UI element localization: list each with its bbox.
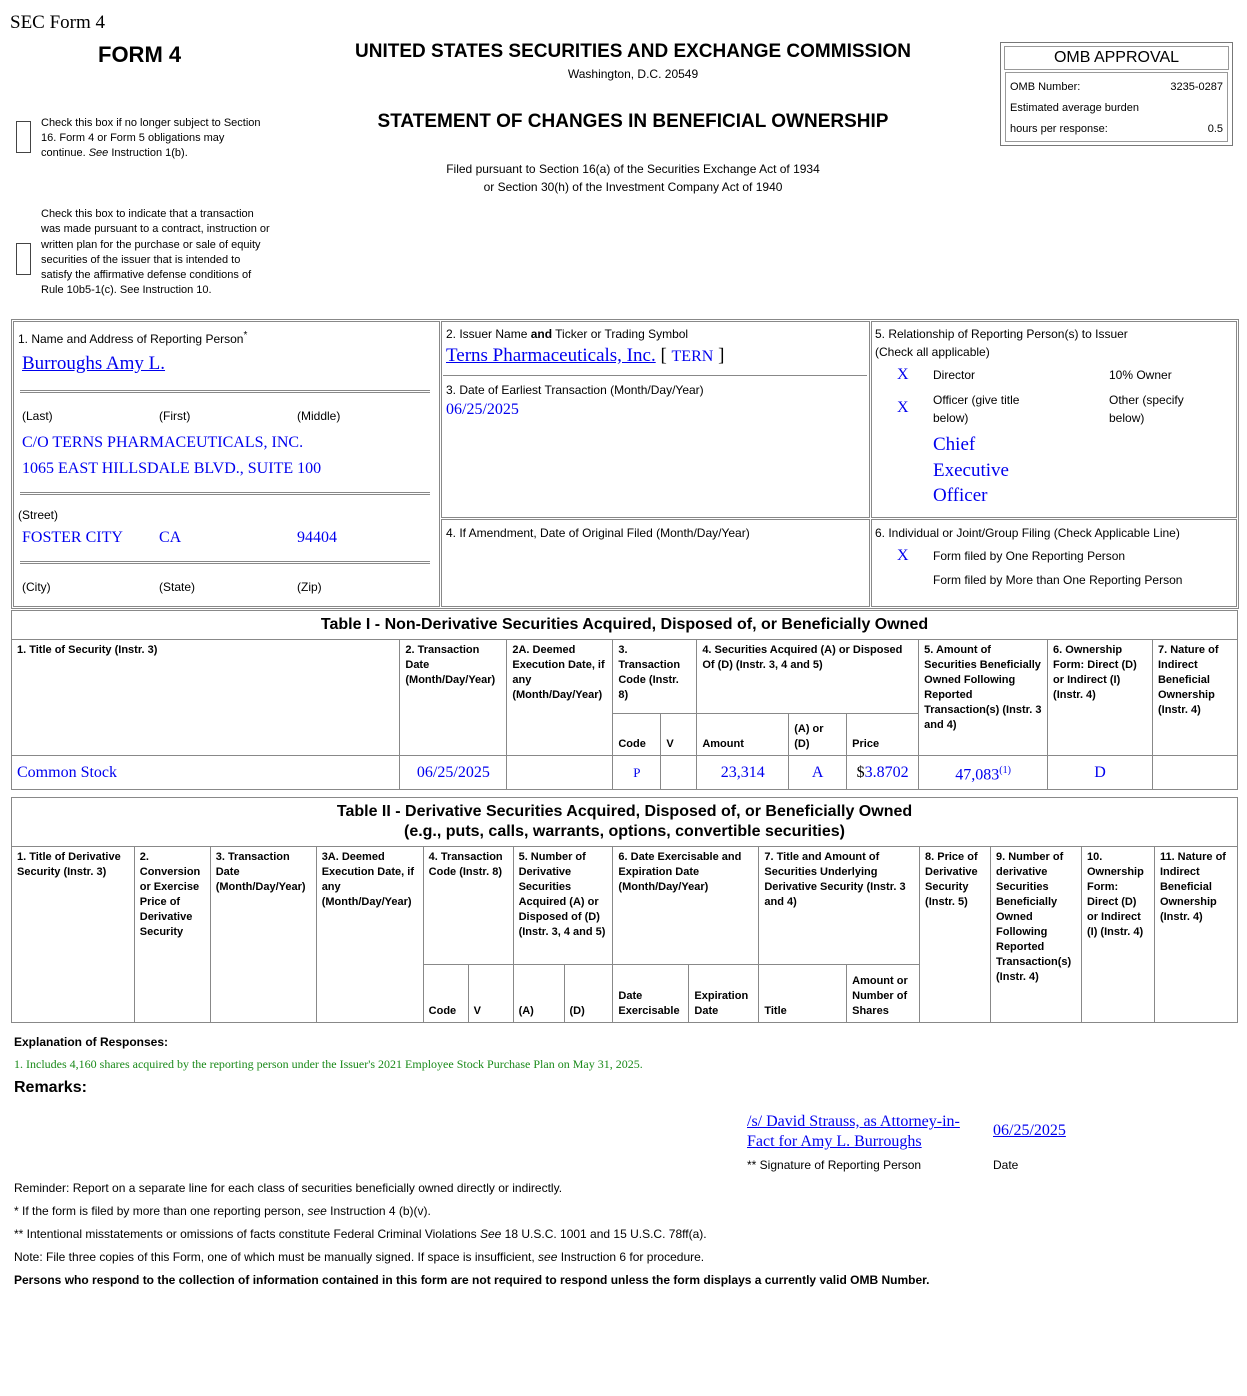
t1-a-or-d: A <box>789 756 847 790</box>
officer-label: Officer (give title below) <box>933 393 1020 425</box>
signature-date-link[interactable]: 06/25/2025 <box>993 1122 1066 1139</box>
t1-header-title: 1. Title of Security (Instr. 3) <box>12 640 400 756</box>
t2-header-date: 3. Transaction Date (Month/Day/Year) <box>210 847 316 1023</box>
t2-header-owned: 9. Number of derivative Securities Beneficially Owned Following Reported Transaction(s) (Instr. 4) <box>991 847 1082 1023</box>
officer-mark[interactable]: X <box>897 399 909 416</box>
t2-sub-v: V <box>468 965 513 1023</box>
form-title: FORM 4 <box>98 42 182 67</box>
omb-title: OMB APPROVAL <box>1004 46 1229 70</box>
t2-header-conversion: 2. Conversion or Exercise Price of Derivative Security <box>134 847 210 1023</box>
misstatements-note: ** Intentional misstatements or omissions of facts constitute Federal Criminal Violations See 18 U.S.C. 1001 and 15 U.S.C. 78ff(a). <box>14 1227 707 1241</box>
table-1-title: Table I - Non-Derivative Securities Acquired, Disposed of, or Beneficially Owned <box>12 611 1238 640</box>
signature-link[interactable]: /s/ David Strauss, as Attorney-in-Fact for Amy L. Burroughs <box>747 1113 960 1150</box>
address-divider <box>20 492 430 495</box>
name-divider <box>20 390 430 393</box>
t2-header-code: 4. Transaction Code (Instr. 8) <box>423 847 513 965</box>
omb-hours-value: 0.5 <box>1207 123 1223 135</box>
city-label: (City) <box>22 580 51 594</box>
copies-note: Note: File three copies of this Form, one of which must be manually signed. If space is insufficient, see Instruction 6 for procedure. <box>14 1250 705 1264</box>
t1-sub-v: V <box>661 714 697 756</box>
state-label: (State) <box>159 580 196 594</box>
t2-header-exercisable: 6. Date Exercisable and Expiration Date (Month/Day/Year) <box>613 847 759 965</box>
address-line-2: 1065 EAST HILLSDALE BLVD., SUITE 100 <box>22 460 322 477</box>
one-person-label: Form filed by One Reporting Person <box>933 549 1126 563</box>
earliest-transaction-label: 3. Date of Earliest Transaction (Month/Day/Year) <box>446 383 704 397</box>
signature-date-label: Date <box>993 1158 1019 1172</box>
t1-sub-a-or-d: (A) or (D) <box>789 714 847 756</box>
first-label: (First) <box>159 409 191 423</box>
other-label: Other (specify below) <box>1109 393 1184 425</box>
table-2 <box>11 797 1238 1023</box>
t1-security-title: Common Stock <box>12 756 400 790</box>
omb-hours-label: hours per response: <box>1010 123 1108 135</box>
t1-sub-code: Code <box>613 714 661 756</box>
omb-details <box>1005 72 1228 142</box>
t1-ownership-form: D <box>1048 756 1153 790</box>
explanation-label: Explanation of Responses: <box>14 1035 169 1049</box>
issuer-name-link[interactable]: Terns Pharmaceuticals, Inc. <box>446 345 656 366</box>
t1-transaction-date: 06/25/2025 <box>400 756 507 790</box>
t2-sub-expiration: Expiration Date <box>689 965 759 1023</box>
t1-header-form: 6. Ownership Form: Direct (D) or Indirect (I) (Instr. 4) <box>1048 640 1153 756</box>
officer-title: Chief Executive Officer <box>933 434 1009 506</box>
t2-sub-amount-shares: Amount or Number of Shares <box>847 965 920 1023</box>
t2-header-nature: 11. Nature of Indirect Beneficial Ownership (Instr. 4) <box>1154 847 1237 1023</box>
relationship-sublabel: (Check all applicable) <box>875 345 990 359</box>
footnote-1-ref[interactable]: (1) <box>999 764 1011 776</box>
omb-number-label: OMB Number: <box>1010 81 1081 93</box>
t2-sub-date-exercisable: Date Exercisable <box>613 965 689 1023</box>
doc-label: SEC Form 4 <box>10 12 106 33</box>
address-line-1: C/O TERNS PHARMACEUTICALS, INC. <box>22 434 304 451</box>
ticker-bracket-open: [ <box>660 345 667 366</box>
multiple-persons-note: * If the form is filed by more than one reporting person, see Instruction 4 (b)(v). <box>14 1204 431 1218</box>
omb-validity-note: Persons who respond to the collection of information contained in this form are not required to respond unless the form displays a currently valid OMB Number. <box>14 1273 930 1287</box>
reporting-person-name-link[interactable]: Burroughs Amy L. <box>22 353 166 374</box>
zip-label: (Zip) <box>297 580 322 594</box>
t1-deemed-date <box>507 756 613 790</box>
ticker-bracket-close: ] <box>718 345 725 366</box>
t1-nature <box>1152 756 1237 790</box>
table-2-title: Table II - Derivative Securities Acquired, Disposed of, or Beneficially Owned (e.g., puts, calls, warrants, options, convertible securities) <box>12 798 1238 847</box>
t1-sub-amount: Amount <box>697 714 789 756</box>
omb-number-value: 3235-0287 <box>1170 81 1223 93</box>
table-row <box>12 756 1238 790</box>
more-person-label: Form filed by More than One Reporting Person <box>933 573 1183 587</box>
t2-header-title: 1. Title of Derivative Security (Instr. 3) <box>12 847 135 1023</box>
rule-10b5-checkbox[interactable] <box>16 243 31 275</box>
t1-owned-following: 47,083$^{(1)}$ <box>919 756 1048 790</box>
t2-sub-title: Title <box>759 965 847 1023</box>
t2-header-number: 5. Number of Derivative Securities Acquired (A) or Disposed of (D) (Instr. 3, 4 and 5) <box>513 847 613 965</box>
t2-sub-code: Code <box>423 965 468 1023</box>
middle-label: (Middle) <box>297 409 341 423</box>
t2-header-deemed: 3A. Deemed Execution Date, if any (Month/Day/Year) <box>316 847 423 1023</box>
footnote-1: 1. Includes 4,160 shares acquired by the reporting person under the Issuer's 2021 Employee Stock Purchase Plan on May 31, 2025. <box>14 1057 643 1071</box>
agency-location: Washington, D.C. 20549 <box>567 67 699 81</box>
reminder-note: Reminder: Report on a separate line for each class of securities beneficially owned directly or indirectly. <box>14 1181 563 1195</box>
issuer-name-line <box>446 345 724 367</box>
t1-header-deemed: 2A. Deemed Execution Date, if any (Month/Day/Year) <box>507 640 613 756</box>
t1-sub-price: Price <box>847 714 919 756</box>
city-value: FOSTER CITY <box>22 529 123 546</box>
issuer-label: 2. Issuer Name and Ticker or Trading Symbol <box>446 327 689 341</box>
t2-sub-d: (D) <box>564 965 613 1023</box>
t1-transaction-code: P <box>613 756 661 790</box>
filed-line-1: Filed pursuant to Section 16(a) of the Securities Exchange Act of 1934 <box>446 162 820 176</box>
t2-header-price: 8. Price of Derivative Security (Instr. 5) <box>920 847 991 1023</box>
t1-v <box>661 756 697 790</box>
t2-header-underlying: 7. Title and Amount of Securities Underlying Derivative Security (Instr. 3 and 4) <box>759 847 920 965</box>
t1-header-date: 2. Transaction Date (Month/Day/Year) <box>400 640 507 756</box>
director-label: Director <box>933 368 976 382</box>
relationship-label: 5. Relationship of Reporting Person(s) to Issuer <box>875 327 1128 341</box>
t1-header-acquired: 4. Securities Acquired (A) or Disposed Of (D) (Instr. 3, 4 and 5) <box>697 640 919 714</box>
t1-header-owned: 5. Amount of Securities Beneficially Owned Following Reported Transaction(s) (Instr. 3 and 4) <box>919 640 1048 756</box>
signature-label: ** Signature of Reporting Person <box>747 1158 922 1172</box>
omb-burden-label: Estimated average burden <box>1010 102 1140 114</box>
last-label: (Last) <box>22 409 53 423</box>
section16-checkbox-label: Check this box if no longer subject to Section 16. Form 4 or Form 5 obligations may continue. See Instruction 1(b). <box>41 117 261 159</box>
section16-checkbox[interactable] <box>16 121 31 153</box>
state-value: CA <box>159 529 182 546</box>
zip-value: 94404 <box>297 529 337 546</box>
ticker-symbol: TERN <box>671 348 714 365</box>
ten-percent-owner-label: 10% Owner <box>1109 368 1172 382</box>
reporting-person-label: 1. Name and Address of Reporting Person* <box>18 330 248 346</box>
rule-10b5-checkbox-label: Check this box to indicate that a transaction was made pursuant to a contract, instruction or written plan for the purchase or sale of equity securities of the issuer that is intended to satisfy the affirmative defense conditions of Rule 10b5-1(c). See Instruction 10. <box>41 208 270 297</box>
filed-line-2: or Section 30(h) of the Investment Company Act of 1940 <box>483 180 783 194</box>
earliest-transaction-date: 06/25/2025 <box>446 401 519 418</box>
amendment-label: 4. If Amendment, Date of Original Filed (Month/Day/Year) <box>446 526 750 540</box>
t1-price: $3.8702 <box>847 756 919 790</box>
t1-header-code: 3. Transaction Code (Instr. 8) <box>613 640 697 714</box>
issuer-divider <box>443 375 867 376</box>
director-mark[interactable]: X <box>897 366 909 383</box>
street-label: (Street) <box>18 508 59 522</box>
t2-sub-a: (A) <box>513 965 564 1023</box>
statement-title: STATEMENT OF CHANGES IN BENEFICIAL OWNERSHIP <box>377 111 889 132</box>
city-divider <box>20 561 430 564</box>
agency-title: UNITED STATES SECURITIES AND EXCHANGE COMMISSION <box>355 41 911 62</box>
t2-header-form: 10. Ownership Form: Direct (D) or Indirect (I) (Instr. 4) <box>1081 847 1154 1023</box>
filing-label: 6. Individual or Joint/Group Filing (Check Applicable Line) <box>875 526 1180 540</box>
t1-header-nature: 7. Nature of Indirect Beneficial Ownership (Instr. 4) <box>1152 640 1237 756</box>
omb-approval-box <box>1000 42 1233 146</box>
table-1 <box>11 610 1238 790</box>
one-person-mark[interactable]: X <box>897 547 909 564</box>
t1-amount: 23,314 <box>697 756 789 790</box>
remarks-label: Remarks: <box>14 1079 87 1096</box>
